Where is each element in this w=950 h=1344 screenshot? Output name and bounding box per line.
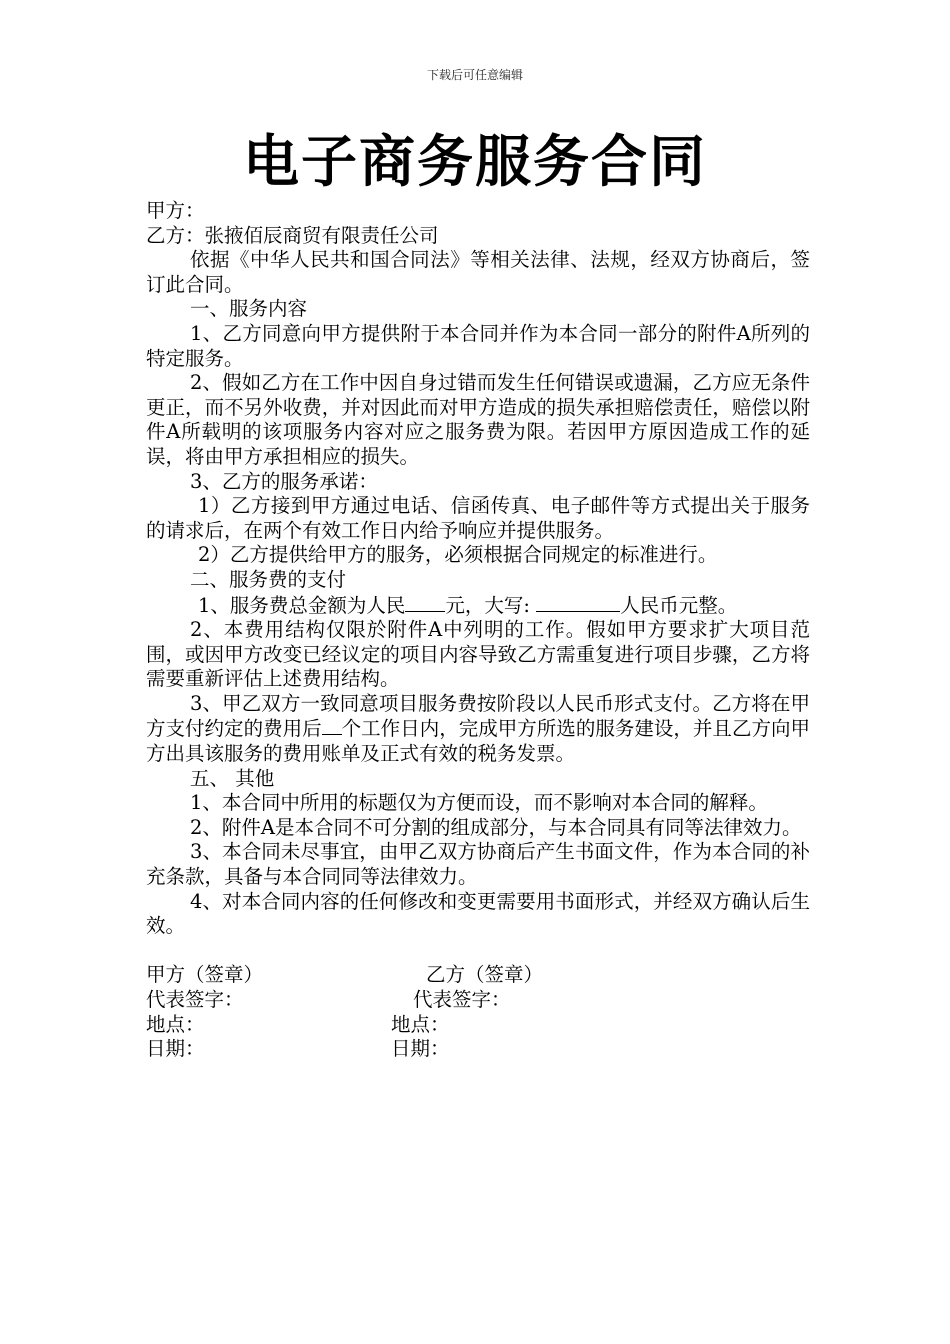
party-b-representative: 代表签字： — [413, 988, 511, 1011]
section1-item3-sub2: 2）乙方提供给甲方的服务，必须根据合同规定的标准进行。 — [198, 543, 718, 567]
contract-title: 电子商务服务合同 — [243, 130, 707, 195]
party-b-seal: 乙方（签章） — [426, 963, 544, 987]
party-b-line: 乙方：张掖佰辰商贸有限责任公司 — [146, 223, 439, 247]
section5-item1: 1、本合同中所用的标题仅为方便而设，而不影响对本合同的解释。 — [190, 791, 768, 815]
signature-date-row — [146, 1037, 810, 1062]
party-a-representative: 代表签字： — [146, 988, 244, 1011]
section1-item3-sub1: 1）乙方接到甲方通过电话、信函传真、电子邮件等方式提出关于服务的请求后，在两个有效工作日内给予响应并提供服务。 — [146, 494, 810, 542]
section2-item3-part1: 3、甲乙双方一致同意项目服务费按阶段以人民币形式支付。乙方将在甲方支付约定的费用后 — [146, 691, 810, 741]
section5-item4: 4、对本合同内容的任何修改和变更需要用书面形式，并经双方确认后生效。 — [146, 889, 810, 938]
amount-blank — [405, 593, 445, 612]
section1-item2: 2、假如乙方在工作中因自身过错而发生任何错误或遗漏，乙方应无条件更正，而不另外收费，并对因此而对甲方造成的损失承担赔偿责任，赔偿以附件A所载明的该项服务内容对应之服务费为限。若因甲方原因造成工作的延误，将由甲方承担相应的损失。 — [146, 371, 810, 468]
section1-item1: 1、乙方同意向甲方提供附于本合同并作为本合同一部分的附件A所列的特定服务。 — [146, 321, 810, 370]
signature-rep-row — [146, 988, 810, 1013]
section1-item3: 3、乙方的服务承诺： — [190, 469, 378, 493]
amount-words-blank — [536, 593, 620, 612]
days-blank — [322, 716, 342, 735]
signature-seal-row — [146, 963, 810, 988]
section2-item1-part1: 1、服务费总金额为人民 — [198, 593, 406, 617]
section2-item1 — [146, 593, 810, 619]
section5-item3: 3、本合同未尽事宜，由甲乙双方协商后产生书面文件，作为本合同的补充条款，具备与本合同同等法律效力。 — [146, 840, 810, 889]
section5-item2: 2、附件A是本合同不可分割的组成部分，与本合同具有同等法律效力。 — [190, 815, 802, 839]
header-note: 下载后可任意编辑 — [426, 68, 523, 82]
section2-item3-part2: 个工作日内，完成甲方所选的服务建设，并且乙方向甲方出具该服务的费用账单及正式有效的税务发票。 — [146, 717, 810, 766]
section1-heading: 一、服务内容 — [190, 297, 308, 321]
party-a-date: 日期： — [146, 1037, 205, 1061]
section2-item1-part3: 人民币元整。 — [620, 593, 738, 617]
contract-body — [146, 199, 810, 1062]
section5-heading: 五、 其他 — [190, 766, 275, 790]
intro-paragraph: 依据《中华人民共和国合同法》等相关法律、法规，经双方协商后，签订此合同。 — [146, 248, 810, 296]
section2-item2: 2、本费用结构仅限於附件A中列明的工作。假如甲方要求扩大项目范围，或因甲方改变已经议定的项目内容导致乙方需重复进行项目步骤，乙方将需要重新评估上述费用结构。 — [146, 618, 810, 691]
section2-item3 — [146, 692, 810, 767]
party-b-date: 日期： — [391, 1037, 450, 1061]
section2-heading: 二、服务费的支付 — [190, 567, 347, 591]
party-b-place: 地点： — [391, 1012, 450, 1036]
blank-line — [146, 939, 810, 964]
party-a-seal: 甲方（签章） — [146, 963, 264, 987]
party-a-place: 地点： — [146, 1012, 205, 1036]
signature-place-row — [146, 1013, 810, 1038]
party-a-line: 甲方： — [146, 199, 205, 222]
section2-item1-part2: 元，大写: — [445, 593, 537, 617]
